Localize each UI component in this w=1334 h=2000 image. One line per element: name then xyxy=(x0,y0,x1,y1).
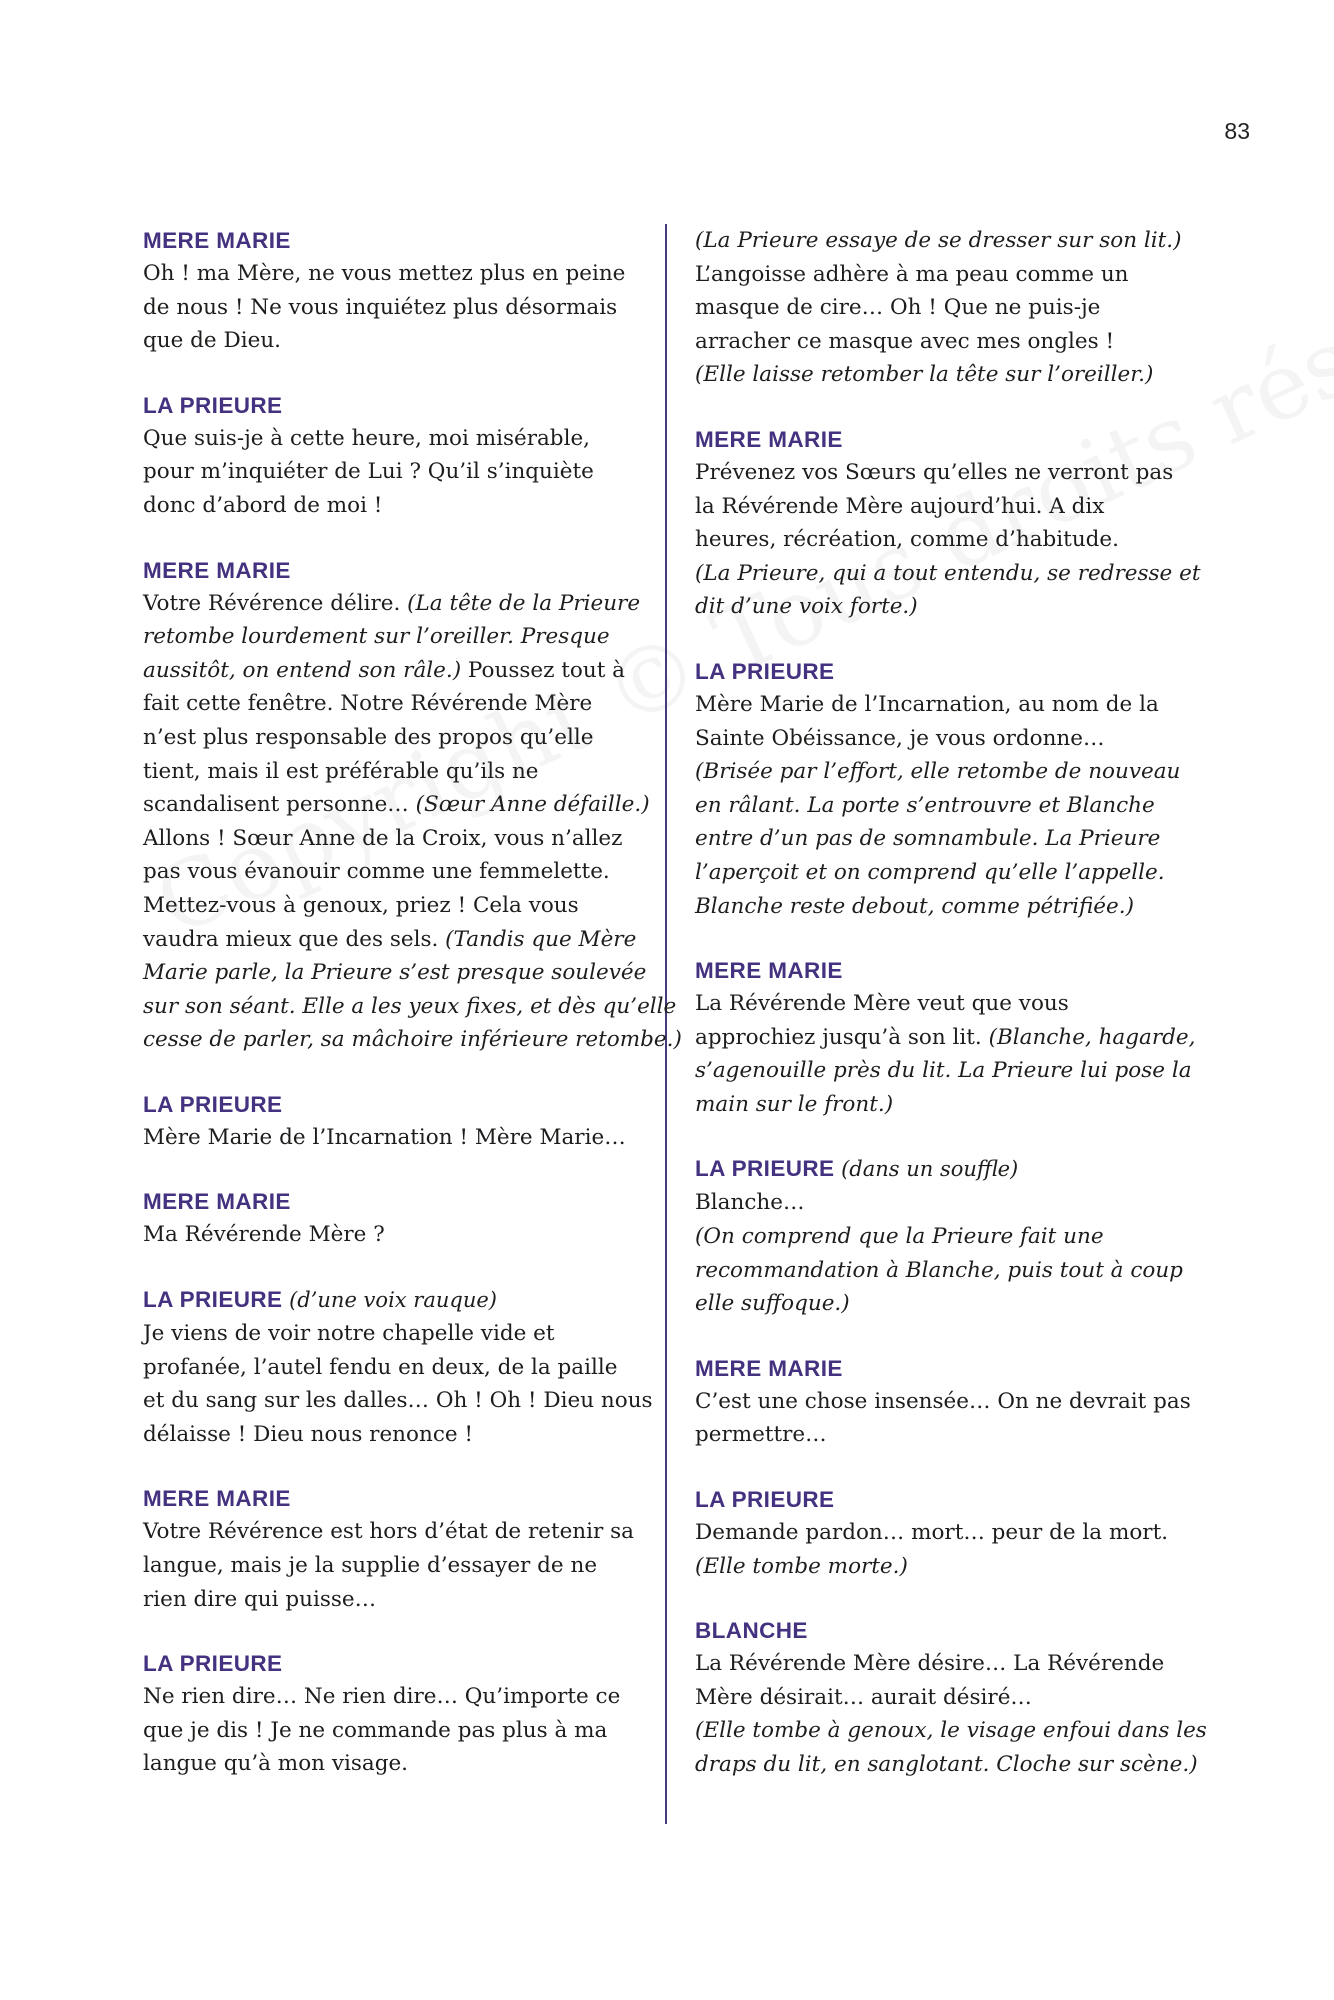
speaker-label: LA PRIEURE xyxy=(695,1156,835,1182)
spoken-text: approchiez jusqu’à son lit. xyxy=(695,1024,989,1050)
stage-direction: (Elle tombe à genoux, le visage enfoui dans les xyxy=(695,1718,1207,1744)
speaker-name xyxy=(143,1088,643,1121)
spoken-text: Je viens de voir notre chapelle vide et xyxy=(143,1321,555,1347)
spoken-text: pour m’inquiéter de Lui ? Qu’il s’inquiète xyxy=(143,459,594,485)
spoken-text: Mère Marie de l’Incarnation, au nom de la xyxy=(695,691,1159,717)
dialogue-line xyxy=(695,856,1195,890)
dialogue-line xyxy=(143,422,643,456)
dialogue-entry xyxy=(143,1283,653,1451)
stage-direction: main sur le front.) xyxy=(695,1091,894,1117)
speaker-label: LA PRIEURE xyxy=(143,1091,283,1117)
dialogue-line xyxy=(695,1748,1198,1782)
speaker-label: LA PRIEURE xyxy=(695,1487,835,1513)
dialogue-line xyxy=(695,224,1195,258)
speaker-name xyxy=(143,1185,643,1218)
stage-direction: entre d’un pas de somnambule. La Prieure xyxy=(695,826,1161,852)
stage-direction: elle suffoque.) xyxy=(695,1291,850,1317)
dialogue-line xyxy=(143,1714,643,1748)
stage-direction: recommandation à Blanche, puis tout à coup xyxy=(695,1257,1183,1283)
spoken-text: pas vous évanouir comme une femmelette. xyxy=(143,859,610,885)
dialogue-line xyxy=(695,987,1195,1021)
dialogue-line xyxy=(143,1317,643,1351)
speaker-name xyxy=(143,1482,643,1515)
dialogue-line xyxy=(143,755,643,789)
dialogue-entry xyxy=(695,423,1201,624)
stage-direction: Marie parle, la Prieure s’est presque soulevée xyxy=(143,960,647,986)
speaker-name xyxy=(143,389,643,422)
dialogue-line xyxy=(695,1681,1195,1715)
speaker-name xyxy=(143,224,643,257)
stage-direction: l’aperçoit et on comprend qu’elle l’appelle. xyxy=(695,859,1165,885)
spoken-text: scandalisent personne… xyxy=(143,792,416,818)
stage-direction: sur son séant. Elle a les yeux fixes, et dès qu’elle xyxy=(143,993,677,1019)
spoken-text: permettre… xyxy=(695,1422,827,1448)
stage-direction: (Blanche, hagarde, xyxy=(988,1024,1196,1050)
spoken-text: Oh ! ma Mère, ne vous mettez plus en peine xyxy=(143,261,626,286)
spoken-text: que de Dieu. xyxy=(143,328,282,354)
stage-direction: draps du lit, en sanglotant. Cloche sur scène.) xyxy=(695,1752,1198,1777)
spoken-text: Prévenez vos Sœurs qu’elles ne verront pas xyxy=(695,459,1174,485)
dialogue-entry xyxy=(143,224,643,358)
speaker-label: LA PRIEURE xyxy=(143,392,283,418)
dialogue-entry xyxy=(143,1185,643,1252)
dialogue-line xyxy=(143,923,643,957)
spoken-text: et du sang sur les dalles… Oh ! Oh ! Dieu nous xyxy=(143,1388,653,1414)
dialogue-line xyxy=(695,1186,1195,1220)
stage-direction: s’agenouille près du lit. La Prieure lui pose la xyxy=(695,1058,1192,1084)
dialogue-entry xyxy=(143,554,682,1057)
dialogue-entry xyxy=(695,954,1195,1121)
speaker-label: LA PRIEURE xyxy=(143,1651,283,1677)
speaker-name xyxy=(695,1152,1195,1186)
dialogue-line xyxy=(695,755,1195,789)
stage-direction: (On comprend que la Prieure fait une xyxy=(695,1224,1104,1250)
dialogue-line xyxy=(695,1550,1195,1584)
spoken-text: heures, récréation, comme d’habitude. xyxy=(695,527,1119,553)
spoken-text: Mère désirait… aurait désiré… xyxy=(695,1684,1032,1710)
dialogue-entry xyxy=(695,1483,1195,1583)
speaker-name xyxy=(695,1614,1195,1647)
dialogue-line xyxy=(143,620,643,654)
left-column xyxy=(143,224,682,1812)
dialogue-line xyxy=(695,325,1195,359)
dialogue-line xyxy=(143,956,647,990)
dialogue-line xyxy=(695,789,1195,823)
dialogue-line xyxy=(695,1385,1195,1419)
dialogue-line xyxy=(695,688,1195,722)
stage-direction: (Sœur Anne défaille.) xyxy=(415,792,650,818)
dialogue-line xyxy=(143,721,643,755)
speaker-label: LA PRIEURE xyxy=(143,1287,283,1313)
dialogue-line xyxy=(695,590,1195,624)
page-number: 83 xyxy=(1224,118,1250,144)
stage-direction: (Brisée par l’effort, elle retombe de nouveau xyxy=(695,759,1181,785)
dialogue-line xyxy=(695,1254,1195,1288)
spoken-text: langue qu’à mon visage. xyxy=(143,1751,409,1777)
spoken-text: Mettez-vous à genoux, priez ! Cela vous xyxy=(143,892,579,918)
dialogue-line xyxy=(143,1384,653,1418)
dialogue-line xyxy=(695,1287,1195,1321)
dialogue-entry xyxy=(695,1352,1195,1452)
spoken-text: tient, mais il est préférable qu’ils ne xyxy=(143,758,539,784)
dialogue-line xyxy=(695,1021,1195,1055)
spoken-text: C’est une chose insensée… On ne devrait pas xyxy=(695,1388,1191,1414)
dialogue-line xyxy=(143,291,643,325)
dialogue-line xyxy=(143,654,643,688)
stage-direction: (La Prieure, qui a tout entendu, se redresse et xyxy=(695,560,1201,586)
dialogue-entry xyxy=(695,1152,1195,1320)
dialogue-line xyxy=(695,1088,1195,1122)
dialogue-line xyxy=(143,1121,643,1155)
stage-direction: (Tandis que Mère xyxy=(445,926,637,952)
spoken-text: Votre Révérence délire. xyxy=(143,590,408,616)
spoken-text: fait cette fenêtre. Notre Révérende Mère xyxy=(143,691,593,717)
spoken-text: Allons ! Sœur Anne de la Croix, vous n’allez xyxy=(143,825,623,851)
spoken-text: La Révérende Mère veut que vous xyxy=(695,991,1069,1017)
stage-direction: (Elle tombe morte.) xyxy=(695,1553,908,1579)
spoken-text: de nous ! Ne vous inquiétez plus désormais xyxy=(143,294,618,320)
spoken-text: rien dire qui puisse… xyxy=(143,1586,377,1612)
dialogue-line xyxy=(143,1218,643,1252)
speaker-name xyxy=(143,1283,643,1317)
speaker-label: BLANCHE xyxy=(695,1618,808,1644)
dialogue-line xyxy=(143,587,643,621)
dialogue-entry xyxy=(143,1088,643,1155)
stage-direction: (dans un souffle) xyxy=(841,1157,1019,1182)
dialogue-line xyxy=(143,1023,682,1057)
spoken-text: Votre Révérence est hors d’état de retenir sa xyxy=(143,1519,634,1545)
spoken-text: délaisse ! Dieu nous renonce ! xyxy=(143,1421,474,1447)
stage-direction: retombe lourdement sur l’oreiller. Presque xyxy=(143,624,610,650)
dialogue-line xyxy=(143,489,643,523)
dialogue-line xyxy=(695,490,1195,524)
spoken-text: Blanche… xyxy=(695,1190,805,1216)
spoken-text: arracher ce masque avec mes ongles ! xyxy=(695,328,1115,354)
dialogue-line xyxy=(143,1583,643,1617)
dialogue-line xyxy=(695,456,1195,490)
spoken-text: Demande pardon… mort… peur de la mort. xyxy=(695,1520,1169,1546)
dialogue-entry xyxy=(143,1482,643,1616)
spoken-text: Que suis-je à cette heure, moi misérable, xyxy=(143,425,591,451)
dialogue-line xyxy=(143,687,643,721)
spoken-text: masque de cire… Oh ! Que ne puis-je xyxy=(695,295,1101,321)
stage-direction: (La tête de la Prieure xyxy=(407,590,641,616)
dialogue-line xyxy=(143,822,643,856)
dialogue-line xyxy=(695,523,1195,557)
dialogue-line xyxy=(695,1418,1195,1452)
dialogue-line xyxy=(143,455,643,489)
right-column xyxy=(695,224,1207,1813)
dialogue-line xyxy=(695,890,1195,924)
speaker-name xyxy=(143,1647,643,1680)
dialogue-line xyxy=(695,1054,1195,1088)
spoken-text: donc d’abord de moi ! xyxy=(143,492,383,518)
dialogue-line xyxy=(143,1351,643,1385)
spoken-text: langue, mais je la supplie d’essayer de ne xyxy=(143,1553,598,1579)
dialogue-line xyxy=(695,722,1195,756)
spoken-text: profanée, l’autel fendu en deux, de la paille xyxy=(143,1354,618,1380)
spoken-text: que je dis ! Je ne commande pas plus à ma xyxy=(143,1717,608,1743)
dialogue-line xyxy=(143,1418,643,1452)
dialogue-line xyxy=(695,258,1195,292)
dialogue-entry xyxy=(143,1647,643,1781)
dialogue-line xyxy=(695,557,1201,591)
spoken-text: Mère Marie de l’Incarnation ! Mère Marie… xyxy=(143,1124,626,1150)
speaker-label: MERE MARIE xyxy=(143,1486,291,1512)
spoken-text: Ne rien dire… Ne rien dire… Qu’importe ce xyxy=(143,1684,621,1710)
spoken-text: vaudra mieux que des sels. xyxy=(143,926,446,952)
speaker-label: LA PRIEURE xyxy=(695,658,835,684)
dialogue-line xyxy=(143,990,677,1024)
speaker-label: MERE MARIE xyxy=(695,426,843,452)
speaker-name xyxy=(695,1483,1195,1516)
spoken-text: L’angoisse adhère à ma peau comme un xyxy=(695,261,1129,287)
speaker-label: MERE MARIE xyxy=(143,1189,291,1215)
speaker-name xyxy=(695,655,1195,688)
stage-direction: Blanche reste debout, comme pétrifiée.) xyxy=(695,893,1134,919)
dialogue-entry xyxy=(695,655,1195,923)
stage-direction: cesse de parler, sa mâchoire inférieure retombe.) xyxy=(143,1027,682,1053)
dialogue-entry xyxy=(143,389,643,523)
dialogue-line xyxy=(143,1549,643,1583)
stage-direction: aussitôt, on entend son râle.) xyxy=(143,657,462,683)
spoken-text: Poussez tout à xyxy=(461,657,625,683)
dialogue-line xyxy=(695,1647,1195,1681)
dialogue-line xyxy=(143,324,643,358)
dialogue-entry xyxy=(695,224,1195,392)
dialogue-line xyxy=(695,822,1195,856)
stage-direction: (d’une voix rauque) xyxy=(289,1288,497,1313)
stage-direction: (La Prieure essaye de se dresser sur son lit.) xyxy=(695,228,1182,253)
speaker-label: MERE MARIE xyxy=(695,958,843,984)
spoken-text: La Révérende Mère désire… La Révérende xyxy=(695,1651,1165,1677)
dialogue-line xyxy=(143,1515,643,1549)
dialogue-line xyxy=(143,257,643,291)
spoken-text: la Révérende Mère aujourd’hui. A dix xyxy=(695,493,1105,519)
column-divider xyxy=(665,224,667,1824)
spoken-text: n’est plus responsable des propos qu’elle xyxy=(143,724,594,750)
dialogue-line xyxy=(695,1220,1195,1254)
dialogue-line xyxy=(143,1680,643,1714)
speaker-name xyxy=(695,1352,1195,1385)
speaker-name xyxy=(695,954,1195,987)
dialogue-line xyxy=(695,1714,1207,1748)
dialogue-line xyxy=(143,889,643,923)
spoken-text: Sainte Obéissance, je vous ordonne… xyxy=(695,725,1105,751)
spoken-text: Ma Révérende Mère ? xyxy=(143,1222,385,1248)
dialogue-line xyxy=(695,358,1195,392)
dialogue-line xyxy=(143,855,643,889)
speaker-label: MERE MARIE xyxy=(143,228,291,253)
dialogue-line xyxy=(143,788,650,822)
dialogue-entry xyxy=(695,1614,1207,1781)
stage-direction: dit d’une voix forte.) xyxy=(695,594,918,620)
dialogue-line xyxy=(695,1516,1195,1550)
dialogue-line xyxy=(143,1747,643,1781)
dialogue-line xyxy=(695,291,1195,325)
speaker-name xyxy=(143,554,643,587)
stage-direction: (Elle laisse retomber la tête sur l’oreiller.) xyxy=(695,362,1154,388)
speaker-label: MERE MARIE xyxy=(695,1355,843,1381)
speaker-name xyxy=(695,423,1195,456)
stage-direction: en râlant. La porte s’entrouvre et Blanche xyxy=(695,792,1155,818)
speaker-label: MERE MARIE xyxy=(143,557,291,583)
